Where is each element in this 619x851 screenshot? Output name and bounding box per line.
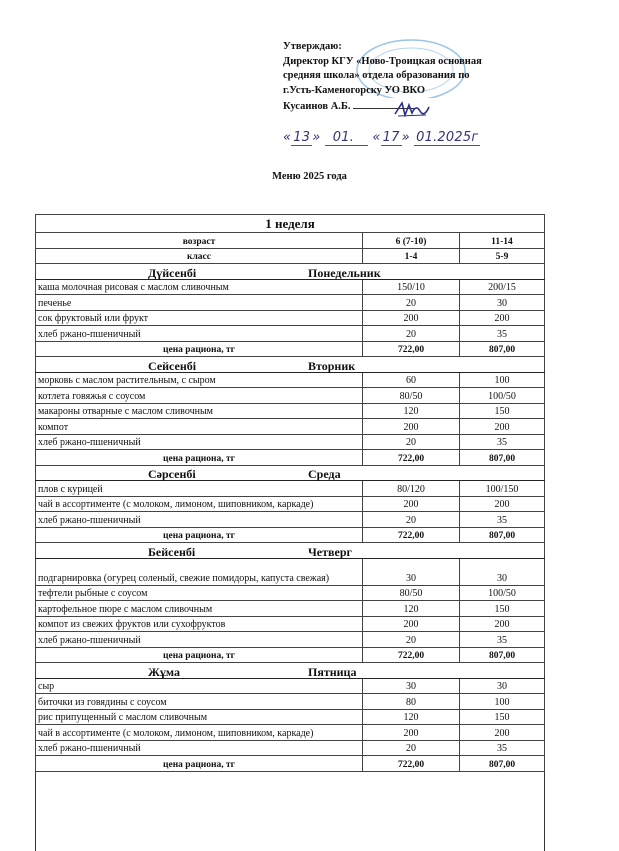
approval-line: Утверждаю: bbox=[283, 41, 342, 52]
portion-age2: 150 bbox=[460, 601, 545, 617]
day-title bbox=[36, 357, 545, 373]
dish-name: подгарнировка (огурец соленый, свежие помидоры, капуста свежая) bbox=[36, 558, 363, 585]
menu-item-row bbox=[36, 632, 545, 648]
menu-item-row bbox=[36, 481, 545, 497]
portion-age1: 200 bbox=[363, 616, 460, 632]
portion-age2: 100 bbox=[460, 372, 545, 388]
day-name-ru: Понедельник bbox=[308, 265, 381, 280]
day-name-ru: Четверг bbox=[308, 544, 352, 559]
dish-name: хлеб ржано-пшеничный bbox=[36, 326, 363, 342]
approval-line: Директор КГУ «Ново-Троицкая основная bbox=[283, 55, 482, 67]
price-age1: 722,00 bbox=[363, 647, 460, 663]
portion-age1: 20 bbox=[363, 295, 460, 311]
portion-age1: 150/10 bbox=[363, 279, 460, 295]
class-label: класс bbox=[36, 248, 363, 264]
menu-item-row bbox=[36, 601, 545, 617]
dish-name: макароны отварные с маслом сливочным bbox=[36, 403, 363, 419]
dish-name: печенье bbox=[36, 295, 363, 311]
portion-age1: 60 bbox=[363, 372, 460, 388]
day-name-kz: Сейсенбі bbox=[148, 358, 197, 373]
day-header bbox=[36, 663, 545, 679]
menu-item-row bbox=[36, 740, 545, 756]
price-row bbox=[36, 450, 545, 466]
signature bbox=[393, 100, 431, 118]
day-title bbox=[36, 543, 545, 559]
price-label: цена рациона, тг bbox=[36, 450, 363, 466]
menu-item-row bbox=[36, 279, 545, 295]
portion-age1: 200 bbox=[363, 419, 460, 435]
portion-age2: 35 bbox=[460, 434, 545, 450]
menu-item-row bbox=[36, 388, 545, 404]
dish-name: хлеб ржано-пшеничный bbox=[36, 632, 363, 648]
portion-age2: 100/150 bbox=[460, 481, 545, 497]
signer-name: Кусаинов А.Б. bbox=[283, 101, 351, 113]
day-header bbox=[36, 357, 545, 373]
dish-name: сок фруктовый или фрукт bbox=[36, 310, 363, 326]
approval-block bbox=[283, 40, 482, 115]
menu-item-row bbox=[36, 585, 545, 601]
price-label: цена рациона, тг bbox=[36, 341, 363, 357]
approval-date: « 13 » 01. « 17 » 01.2025г bbox=[283, 130, 479, 145]
menu-table bbox=[35, 214, 545, 772]
week-label: 1 неделя bbox=[36, 215, 545, 233]
price-row bbox=[36, 647, 545, 663]
portion-age1: 20 bbox=[363, 434, 460, 450]
price-age2: 807,00 bbox=[460, 647, 545, 663]
menu-item-row bbox=[36, 694, 545, 710]
portion-age1: 30 bbox=[363, 678, 460, 694]
dish-name: плов с курицей bbox=[36, 481, 363, 497]
menu-item-row bbox=[36, 725, 545, 741]
age-col1: 6 (7-10) bbox=[363, 233, 460, 249]
portion-age2: 100/50 bbox=[460, 585, 545, 601]
price-age2: 807,00 bbox=[460, 341, 545, 357]
day-name-kz: Жұма bbox=[148, 664, 180, 679]
portion-age2: 200 bbox=[460, 419, 545, 435]
price-row bbox=[36, 341, 545, 357]
dish-name: компот bbox=[36, 419, 363, 435]
price-age1: 722,00 bbox=[363, 341, 460, 357]
menu-title: Меню 2025 года bbox=[272, 171, 347, 182]
portion-age1: 120 bbox=[363, 403, 460, 419]
price-age1: 722,00 bbox=[363, 527, 460, 543]
menu-item-row bbox=[36, 295, 545, 311]
dish-name: компот из свежих фруктов или сухофруктов bbox=[36, 616, 363, 632]
menu-item-row bbox=[36, 419, 545, 435]
portion-age2: 200 bbox=[460, 496, 545, 512]
portion-age2: 35 bbox=[460, 740, 545, 756]
price-row bbox=[36, 756, 545, 772]
portion-age1: 120 bbox=[363, 709, 460, 725]
dish-name: котлета говяжья с соусом bbox=[36, 388, 363, 404]
menu-item-row bbox=[36, 558, 545, 585]
portion-age1: 200 bbox=[363, 310, 460, 326]
day-header bbox=[36, 543, 545, 559]
dish-name: хлеб ржано-пшеничный bbox=[36, 740, 363, 756]
portion-age2: 200 bbox=[460, 310, 545, 326]
dish-name: картофельное пюре с маслом сливочным bbox=[36, 601, 363, 617]
portion-age2: 30 bbox=[460, 558, 545, 585]
portion-age2: 200 bbox=[460, 725, 545, 741]
day-name-kz: Бейсенбі bbox=[148, 544, 196, 559]
price-age2: 807,00 bbox=[460, 527, 545, 543]
day-title bbox=[36, 264, 545, 280]
day-name-ru: Среда bbox=[308, 467, 341, 481]
day-title bbox=[36, 465, 545, 481]
age-label: возраст bbox=[36, 233, 363, 249]
menu-item-row bbox=[36, 512, 545, 528]
price-age2: 807,00 bbox=[460, 450, 545, 466]
portion-age1: 20 bbox=[363, 740, 460, 756]
dish-name: биточки из говядины с соусом bbox=[36, 694, 363, 710]
dish-name: рис припущенный с маслом сливочным bbox=[36, 709, 363, 725]
day-header bbox=[36, 264, 545, 280]
day-name-kz: Сәрсенбі bbox=[148, 467, 196, 481]
dish-name: морковь с маслом растительным, с сыром bbox=[36, 372, 363, 388]
price-label: цена рациона, тг bbox=[36, 756, 363, 772]
dish-name: сыр bbox=[36, 678, 363, 694]
menu-item-row bbox=[36, 678, 545, 694]
portion-age1: 200 bbox=[363, 496, 460, 512]
dish-name: чай в ассортименте (с молоком, лимоном, шиповником, каркаде) bbox=[36, 725, 363, 741]
day-name-ru: Вторник bbox=[308, 358, 356, 373]
portion-age1: 120 bbox=[363, 601, 460, 617]
day-header bbox=[36, 465, 545, 481]
portion-age2: 200 bbox=[460, 616, 545, 632]
menu-item-row bbox=[36, 310, 545, 326]
portion-age1: 30 bbox=[363, 558, 460, 585]
price-row bbox=[36, 527, 545, 543]
price-age2: 807,00 bbox=[460, 756, 545, 772]
menu-item-row bbox=[36, 326, 545, 342]
portion-age1: 200 bbox=[363, 725, 460, 741]
portion-age1: 20 bbox=[363, 326, 460, 342]
portion-age2: 35 bbox=[460, 512, 545, 528]
portion-age2: 150 bbox=[460, 709, 545, 725]
class-col2: 5-9 bbox=[460, 248, 545, 264]
day-name-ru: Пятница bbox=[308, 664, 357, 679]
dish-name: тефтели рыбные с соусом bbox=[36, 585, 363, 601]
portion-age1: 20 bbox=[363, 512, 460, 528]
approval-line: средняя школа» отдела образования по bbox=[283, 70, 470, 82]
portion-age2: 100/50 bbox=[460, 388, 545, 404]
day-title bbox=[36, 663, 545, 679]
price-label: цена рациона, тг bbox=[36, 527, 363, 543]
age-col2: 11-14 bbox=[460, 233, 545, 249]
portion-age1: 80/120 bbox=[363, 481, 460, 497]
menu-item-row bbox=[36, 616, 545, 632]
portion-age1: 80 bbox=[363, 694, 460, 710]
portion-age1: 80/50 bbox=[363, 585, 460, 601]
price-age1: 722,00 bbox=[363, 450, 460, 466]
portion-age2: 200/15 bbox=[460, 279, 545, 295]
portion-age2: 100 bbox=[460, 694, 545, 710]
menu-item-row bbox=[36, 403, 545, 419]
class-col1: 1-4 bbox=[363, 248, 460, 264]
dish-name: хлеб ржано-пшеничный bbox=[36, 512, 363, 528]
portion-age2: 35 bbox=[460, 632, 545, 648]
portion-age2: 150 bbox=[460, 403, 545, 419]
menu-item-row bbox=[36, 496, 545, 512]
portion-age2: 35 bbox=[460, 326, 545, 342]
menu-item-row bbox=[36, 434, 545, 450]
approval-line: г.Усть-Каменогорску УО ВКО bbox=[283, 84, 426, 96]
portion-age1: 20 bbox=[363, 632, 460, 648]
portion-age2: 30 bbox=[460, 295, 545, 311]
price-label: цена рациона, тг bbox=[36, 647, 363, 663]
dish-name: чай в ассортименте (с молоком, лимоном, шиповником, каркаде) bbox=[36, 496, 363, 512]
menu-item-row bbox=[36, 372, 545, 388]
dish-name: каша молочная рисовая с маслом сливочным bbox=[36, 279, 363, 295]
portion-age1: 80/50 bbox=[363, 388, 460, 404]
dish-name: хлеб ржано-пшеничный bbox=[36, 434, 363, 450]
price-age1: 722,00 bbox=[363, 756, 460, 772]
menu-item-row bbox=[36, 709, 545, 725]
day-name-kz: Дүйсенбі bbox=[148, 265, 197, 280]
portion-age2: 30 bbox=[460, 678, 545, 694]
